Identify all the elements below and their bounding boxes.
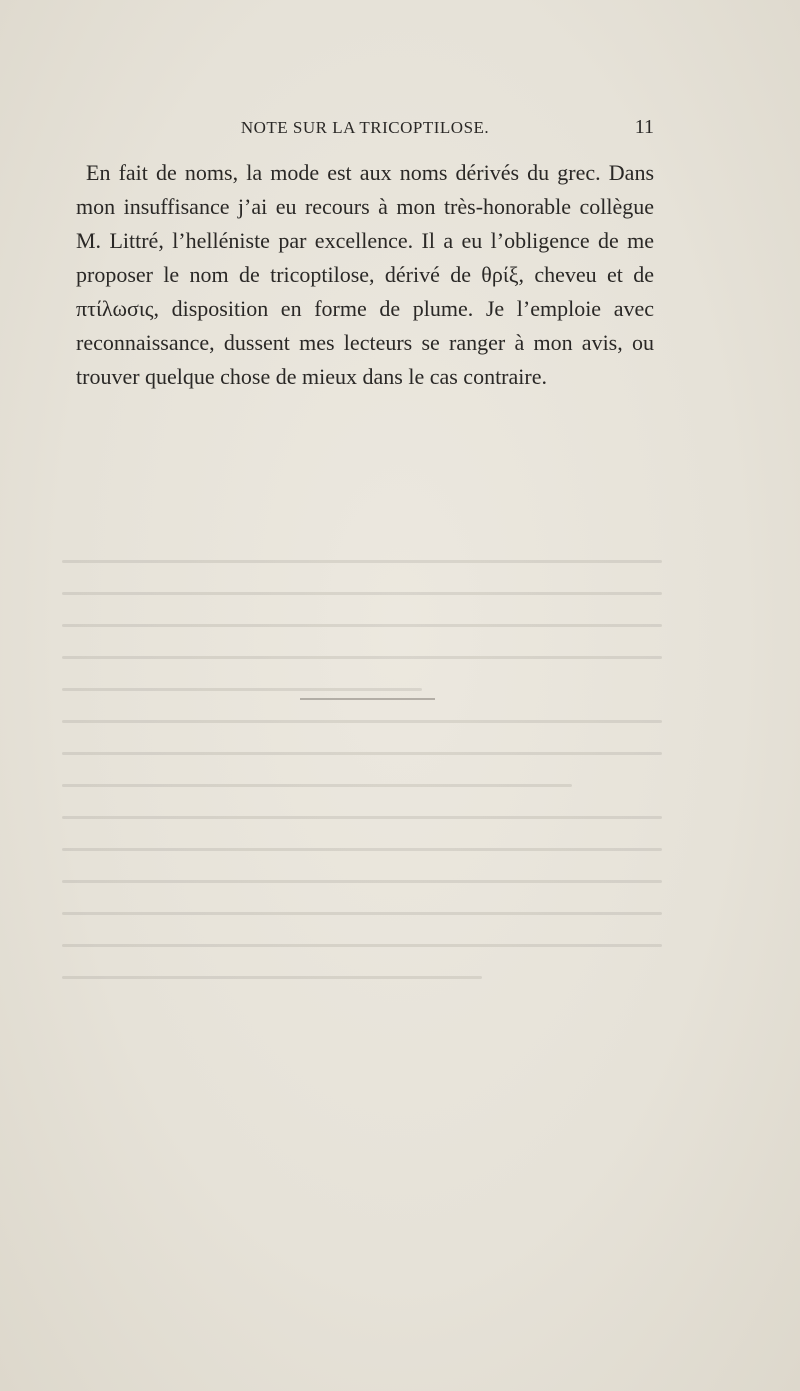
- bleed-through-shadow: [62, 560, 662, 1080]
- bleed-through-rule: [300, 698, 435, 700]
- running-title: NOTE SUR LA TRICOPTILOSE.: [240, 118, 490, 137]
- page-number: 11: [634, 116, 654, 138]
- page-header: [76, 118, 654, 142]
- paragraph: En fait de noms, la mode est aux noms dérivés du grec. Dans mon insuffisance j’ai eu recours à mon très-honorable collègue M. Littré, l’helléniste par excellence. Il a eu l’obligence de me proposer le nom de tricoptilose, dérivé de θρίξ, cheveu et de πτίλωσις, disposition en forme de plume. Je l’emploie avec reconnaissance, dussent mes lecteurs se ranger à mon avis, ou trouver quelque chose de mieux dans le cas contraire.: [76, 160, 654, 389]
- main-text: [76, 156, 654, 394]
